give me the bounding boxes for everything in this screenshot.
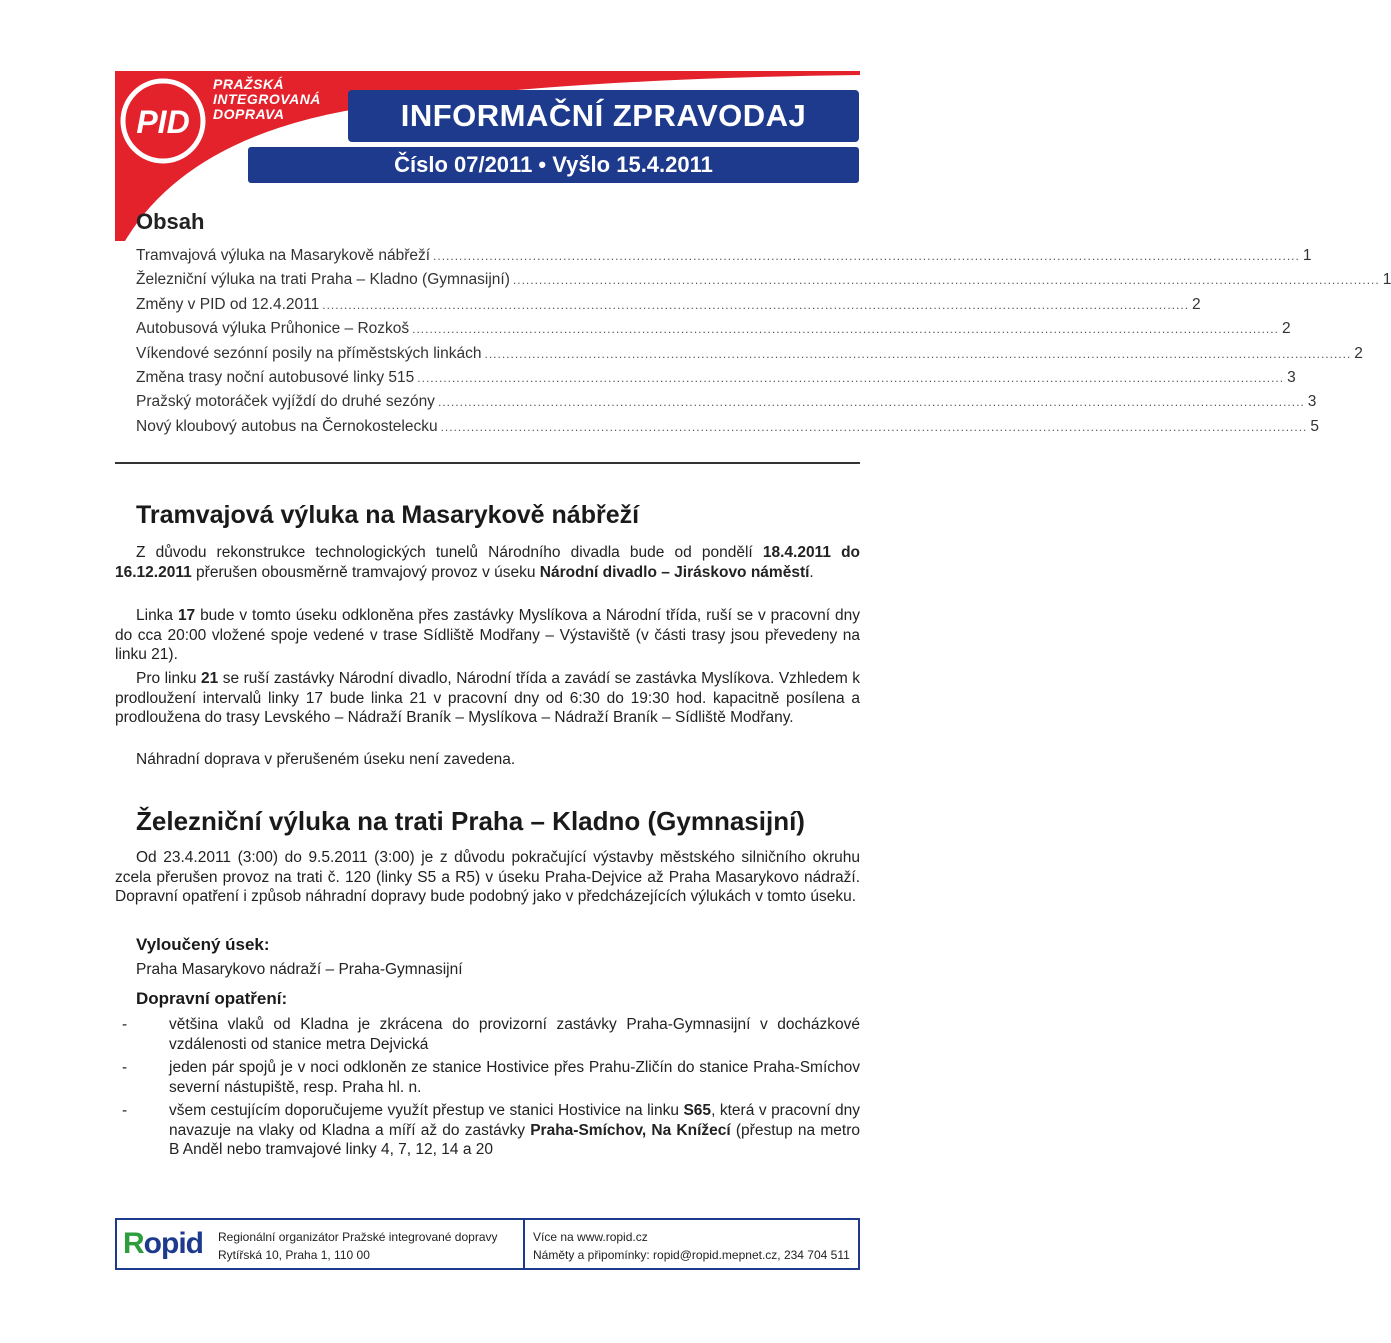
toc-entry[interactable] <box>136 271 1391 295</box>
article-tram-paragraph-4: Náhradní doprava v přerušeném úseku není zavedena. <box>136 751 516 768</box>
brand-line-3: DOPRAVA <box>213 106 285 122</box>
footer-org: Regionální organizátor Pražské integrované dopravy <box>218 1230 498 1244</box>
toc-entry[interactable] <box>136 320 1291 344</box>
toc-entry-page: 1 <box>1382 271 1391 289</box>
toc-leader-dots: ........................................................................................................................................................................................................ <box>433 249 1300 263</box>
toc-leader-dots: ........................................................................................................................................................................................................ <box>417 370 1285 385</box>
footer-website[interactable]: Více na www.ropid.cz <box>533 1230 648 1244</box>
article-tram-paragraph-1: Z důvodu rekonstrukce technologických tunelů Národního divadla bude od pondělí 18.4.2011 do 16.12.2011 přerušen obousměrně tramvajový provoz v úseku Národní divadlo – Jiráskovo náměstí. <box>115 544 860 581</box>
toc-entry[interactable] <box>136 417 1319 442</box>
toc-leader-dots: ........................................................................................................................................................................................................ <box>512 273 1380 288</box>
toc-entry-title: Železniční výluka na trati Praha – Kladno (Gymnasijní) <box>136 271 510 289</box>
brand-line-1: PRAŽSKÁ <box>213 76 285 92</box>
bullet-dash: - <box>122 1016 128 1033</box>
toc-leader-dots: ........................................................................................................................................................................................................ <box>440 419 1308 434</box>
toc-entry[interactable] <box>136 247 1312 271</box>
pid-logo-text: PID <box>136 104 190 140</box>
issue-info: Číslo 07/2011 • Vyšlo 15.4.2011 <box>248 147 859 183</box>
measures-heading: Dopravní opatření: <box>136 989 288 1008</box>
toc-entry-page: 2 <box>1281 320 1291 338</box>
list-item-text: jeden pár spojů je v noci odkloněn ze stanice Hostivice přes Prahu-Zličín do stanice Praha-Smíchov severní nástupiště, resp. Praha hl. n. <box>169 1059 860 1096</box>
toc-entry-title: Pražský motoráček vyjíždí do druhé sezóny <box>136 393 435 411</box>
newsletter-title: INFORMAČNÍ ZPRAVODAJ <box>348 90 859 142</box>
ropid-logo-text: Ropid <box>123 1227 203 1260</box>
bullet-dash: - <box>122 1102 128 1119</box>
toc-leader-dots: ........................................................................................................................................................................................................ <box>484 346 1352 361</box>
toc-entry-page: 2 <box>1354 344 1363 362</box>
toc-entry[interactable] <box>136 393 1317 417</box>
toc-entry-title: Tramvajová výluka na Masarykově nábřeží <box>136 247 431 264</box>
footer <box>115 1218 860 1270</box>
toc-entry-title: Změna trasy noční autobusové linky 515 <box>136 368 415 386</box>
toc-entry-page: 3 <box>1287 368 1296 386</box>
toc-entry-title: Změny v PID od 12.4.2011 <box>136 295 320 313</box>
divider <box>115 462 860 464</box>
table-of-contents <box>136 247 1391 442</box>
toc-entry-title: Víkendové sezónní posily na příměstských linkách <box>136 344 482 362</box>
toc-entry[interactable] <box>136 344 1363 369</box>
footer-address-block <box>218 1220 523 1268</box>
toc-leader-dots: ........................................................................................................................................................................................................ <box>437 395 1305 410</box>
article-title-tram: Tramvajová výluka na Masarykově nábřeží <box>136 501 640 529</box>
toc-entry-page: 1 <box>1302 247 1312 264</box>
toc-leader-dots: ........................................................................................................................................................................................................ <box>412 322 1279 337</box>
toc-entry-page: 3 <box>1307 393 1317 411</box>
list-item-text: všem cestujícím doporučujeme využít přestup ve stanici Hostivice na linku S65, která v pracovní dny navazuje na vlaky od Kladna a míří až do zastávky Praha-Smíchov, Na Knížecí (přestup na metro B Anděl nebo tramvajové linky 4, 7, 12, 14 a 20 <box>169 1102 860 1158</box>
excluded-section-heading: Vyloučený úsek: <box>136 935 270 954</box>
excluded-section-text: Praha Masarykovo nádraží – Praha-Gymnasijní <box>136 961 463 978</box>
article-rail-paragraph-1: Od 23.4.2011 (3:00) do 9.5.2011 (3:00) je z důvodu pokračující výstavby městského silničního okruhu zcela přerušen provoz na trati č. 120 (linky S5 a R5) v úseku Praha-Dejvice až Praha Masarykovo nádraží. Dopravní opatření i způsob náhradní dopravy bude podobný jako v předcházejících výlukách v tomto úseku. <box>115 849 860 905</box>
toc-entry-page: 5 <box>1310 417 1319 435</box>
toc-entry-page: 2 <box>1192 295 1201 313</box>
list-item-text: většina vlaků od Kladna je zkrácena do provizorní zastávky Praha-Gymnasijní v docházkové vzdálenosti od stanice metra Dejvická <box>169 1016 860 1053</box>
toc-entry[interactable] <box>136 368 1296 393</box>
list-item <box>115 1101 860 1160</box>
article-tram-paragraph-3: Pro linku 21 se ruší zastávky Národní divadlo, Národní třída a zavádí se zastávka Myslíkova. Vzhledem k prodloužení intervalů linky 17 bude linka 21 v pracovní dny od 6:30 do 19:30 hod. kapacitně posílena a prodloužena do trasy Levského – Nádraží Braník – Myslíkova – Nádraží Braník – Sídliště Modřany. <box>115 670 860 726</box>
toc-entry[interactable] <box>136 295 1201 320</box>
pid-logo-icon <box>118 76 208 166</box>
toc-entry-title: Nový kloubový autobus na Černokostelecku <box>136 417 438 435</box>
toc-entry-title: Autobusová výluka Průhonice – Rozkoš <box>136 320 410 338</box>
toc-leader-dots: ........................................................................................................................................................................................................ <box>322 297 1190 312</box>
list-item <box>115 1015 860 1054</box>
list-item <box>115 1058 860 1097</box>
footer-contact-block <box>525 1220 858 1268</box>
article-tram-paragraph-2: Linka 17 bude v tomto úseku odkloněna přes zastávky Myslíkova a Národní třída, ruší se v pracovní dny do cca 20:00 vložené spoje vedené v trase Sídliště Modřany – Výstaviště (v části trasy jsou převedeny na linku 21). <box>115 607 860 663</box>
footer-address: Rytířská 10, Praha 1, 110 00 <box>218 1248 370 1262</box>
footer-contact[interactable]: Náměty a připomínky: ropid@ropid.mepnet.cz, 234 704 511 <box>533 1248 850 1262</box>
toc-heading: Obsah <box>136 209 205 234</box>
brand-line-2: INTEGROVANÁ <box>213 91 321 107</box>
bullet-dash: - <box>122 1059 128 1076</box>
ropid-logo <box>117 1220 218 1268</box>
article-title-rail: Železniční výluka na trati Praha – Kladno (Gymnasijní) <box>136 806 805 836</box>
